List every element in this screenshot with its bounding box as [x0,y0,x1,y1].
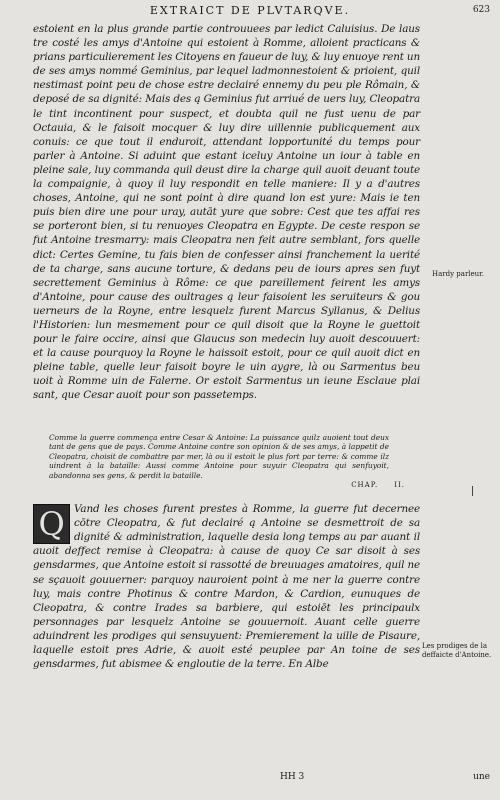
running-title: EXTRAICT DE PLVTARQVE. [149,4,351,17]
margin-note-hardy: Hardy parleur. [432,270,484,278]
margin-note-prodiges: Les prodiges de la deffaicte d'Antoine. [422,642,492,659]
footer-line [280,772,490,782]
dropcap-initial: Q [33,504,70,544]
chapter-number: II. [394,480,405,489]
margin-tick [472,486,473,496]
catchword: une [473,772,490,782]
paragraph-2-text: Vand les choses furent prestes à Romme, la guerre fut decernee cōtre Cleopatra, & fut declairé ą Antoine se desmettroit de sa dignité & administration, laquelle desia long temps au par auant il auoit deffect remise à Cleopatra: à cause de quoy Ce sar disoit à ses gensdarmes, que Antoine estoit si rassotté de breuuages amatoires, quil ne se sçauoit gouuerner: parquoy nauroient point à me ner la guerre contre luy, mais contre Photinus & contre Mardon, & Cardion, eunuques de Cleopatra, & contre Irades sa barbiere, qui estoiēt les principaulx personnages par lesquelz Antoine se gouuernoit. Auant celle guerre aduindrent les prodiges qui sensuyuent: Premierement la uille de Pisaure, laquelle estoit pres Adrie, & auoit esté peuplee par An toine de ses gensdarmes, fut abismee & engloutie de la terre. En Albe [33,503,420,671]
paragraph-2 [33,502,420,671]
chapter-summary-text: Comme la guerre commença entre Cesar & Antoine: La puissance quilz auoient tout deux tant de gens que de pays. Comme Antoine contre son opinion & de ses amys, à lappetit de Cleopatra, choisit de combattre par mer, là ou il estoit le plus fort par terre: & comme ilz uindrent à la bataille: Aussi comme Antoine pour suyuir Cleopatra qui senfuyoit, abandonna ses gens, & perdit la bataille. [49,432,389,480]
chapter-summary [49,432,405,491]
chapter-label [49,481,405,491]
main-text-block [33,22,420,671]
signature-mark: HH 3 [280,772,305,782]
paragraph-1: estoient en la plus grande partie controuuees par ledict Caluisius. De laus tre costé les amys d'Antoine qui estoient à Romme, alloient practicans & prians particulierement les Citoyens en faueur de luy, & luy enuoye rent un de ses amys nommé Geminius, par lequel ladmonnestoient & prioient, quil nestimast point peu de chose estre declairé ennemy du peu ple Rômain, & deposé de sa dignité: Mais des ą Geminius fut arriué de uers luy, Cleopatra le tint incontinent pour suspect, et doubta quil ne fust uenu de par Octauia, & le faisoit mocquer & luy dire uillennie publicquement aux conuis: ce que tout il enduroit, attendant lopportunité du temps pour parler à Antoine. Si aduint que estant iceluy Antoine un iour à table en pleine sale, luy commanda quil deust dire la charge quil auoit deuant toute la compaignie, à quoy il luy respondit en telle maniere: Il y a d'autres choses, Antoine, qui ne sont point à dire quand lon est yure: Mais ie ten puis bien dire une pour uray, autāt yure que sobre: Cest que tes affai res se porteront bien, si tu renuoyes Cleopatra en Egypte. De ceste respon se fut Antoine tresmarry: mais Cleopatra nen feit autre semblant, fors quelle dict: Certes Gemine, tu fais bien de confesser ainsi franchement la uerité de ta charge, sans aucune torture, & dedans peu de iours apres sen fuyt secrettement Geminius à Rôme: ce que pareillement feirent les amys d'Antoine, pour cause des oultrages ą leur faisoient les seruiteurs & gou uerneurs de la Royne, entre lesquelz furent Marcus Syllanus, & Delius l'Historien: lun mesmement pour ce quil disoit que la Royne le guettoit pour le faire occire, ainsi que Glaucus son medecin luy auoit descouuert: et la cause pourquoy la Royne le haissoit estoit, pour ce quil auoit dict en pleine table, quelle leur faisoit boyre le uin aygre, là ou Sarmentus beu uoit à Romme uin de Falerne. Or estoit Sarmentus un ieune Esclaue plai sant, que Cesar auoit pour son passetemps. [33,23,421,402]
page-number: 623 [472,5,490,15]
chapter-word: CHAP. [351,480,379,489]
page-header [70,4,490,20]
